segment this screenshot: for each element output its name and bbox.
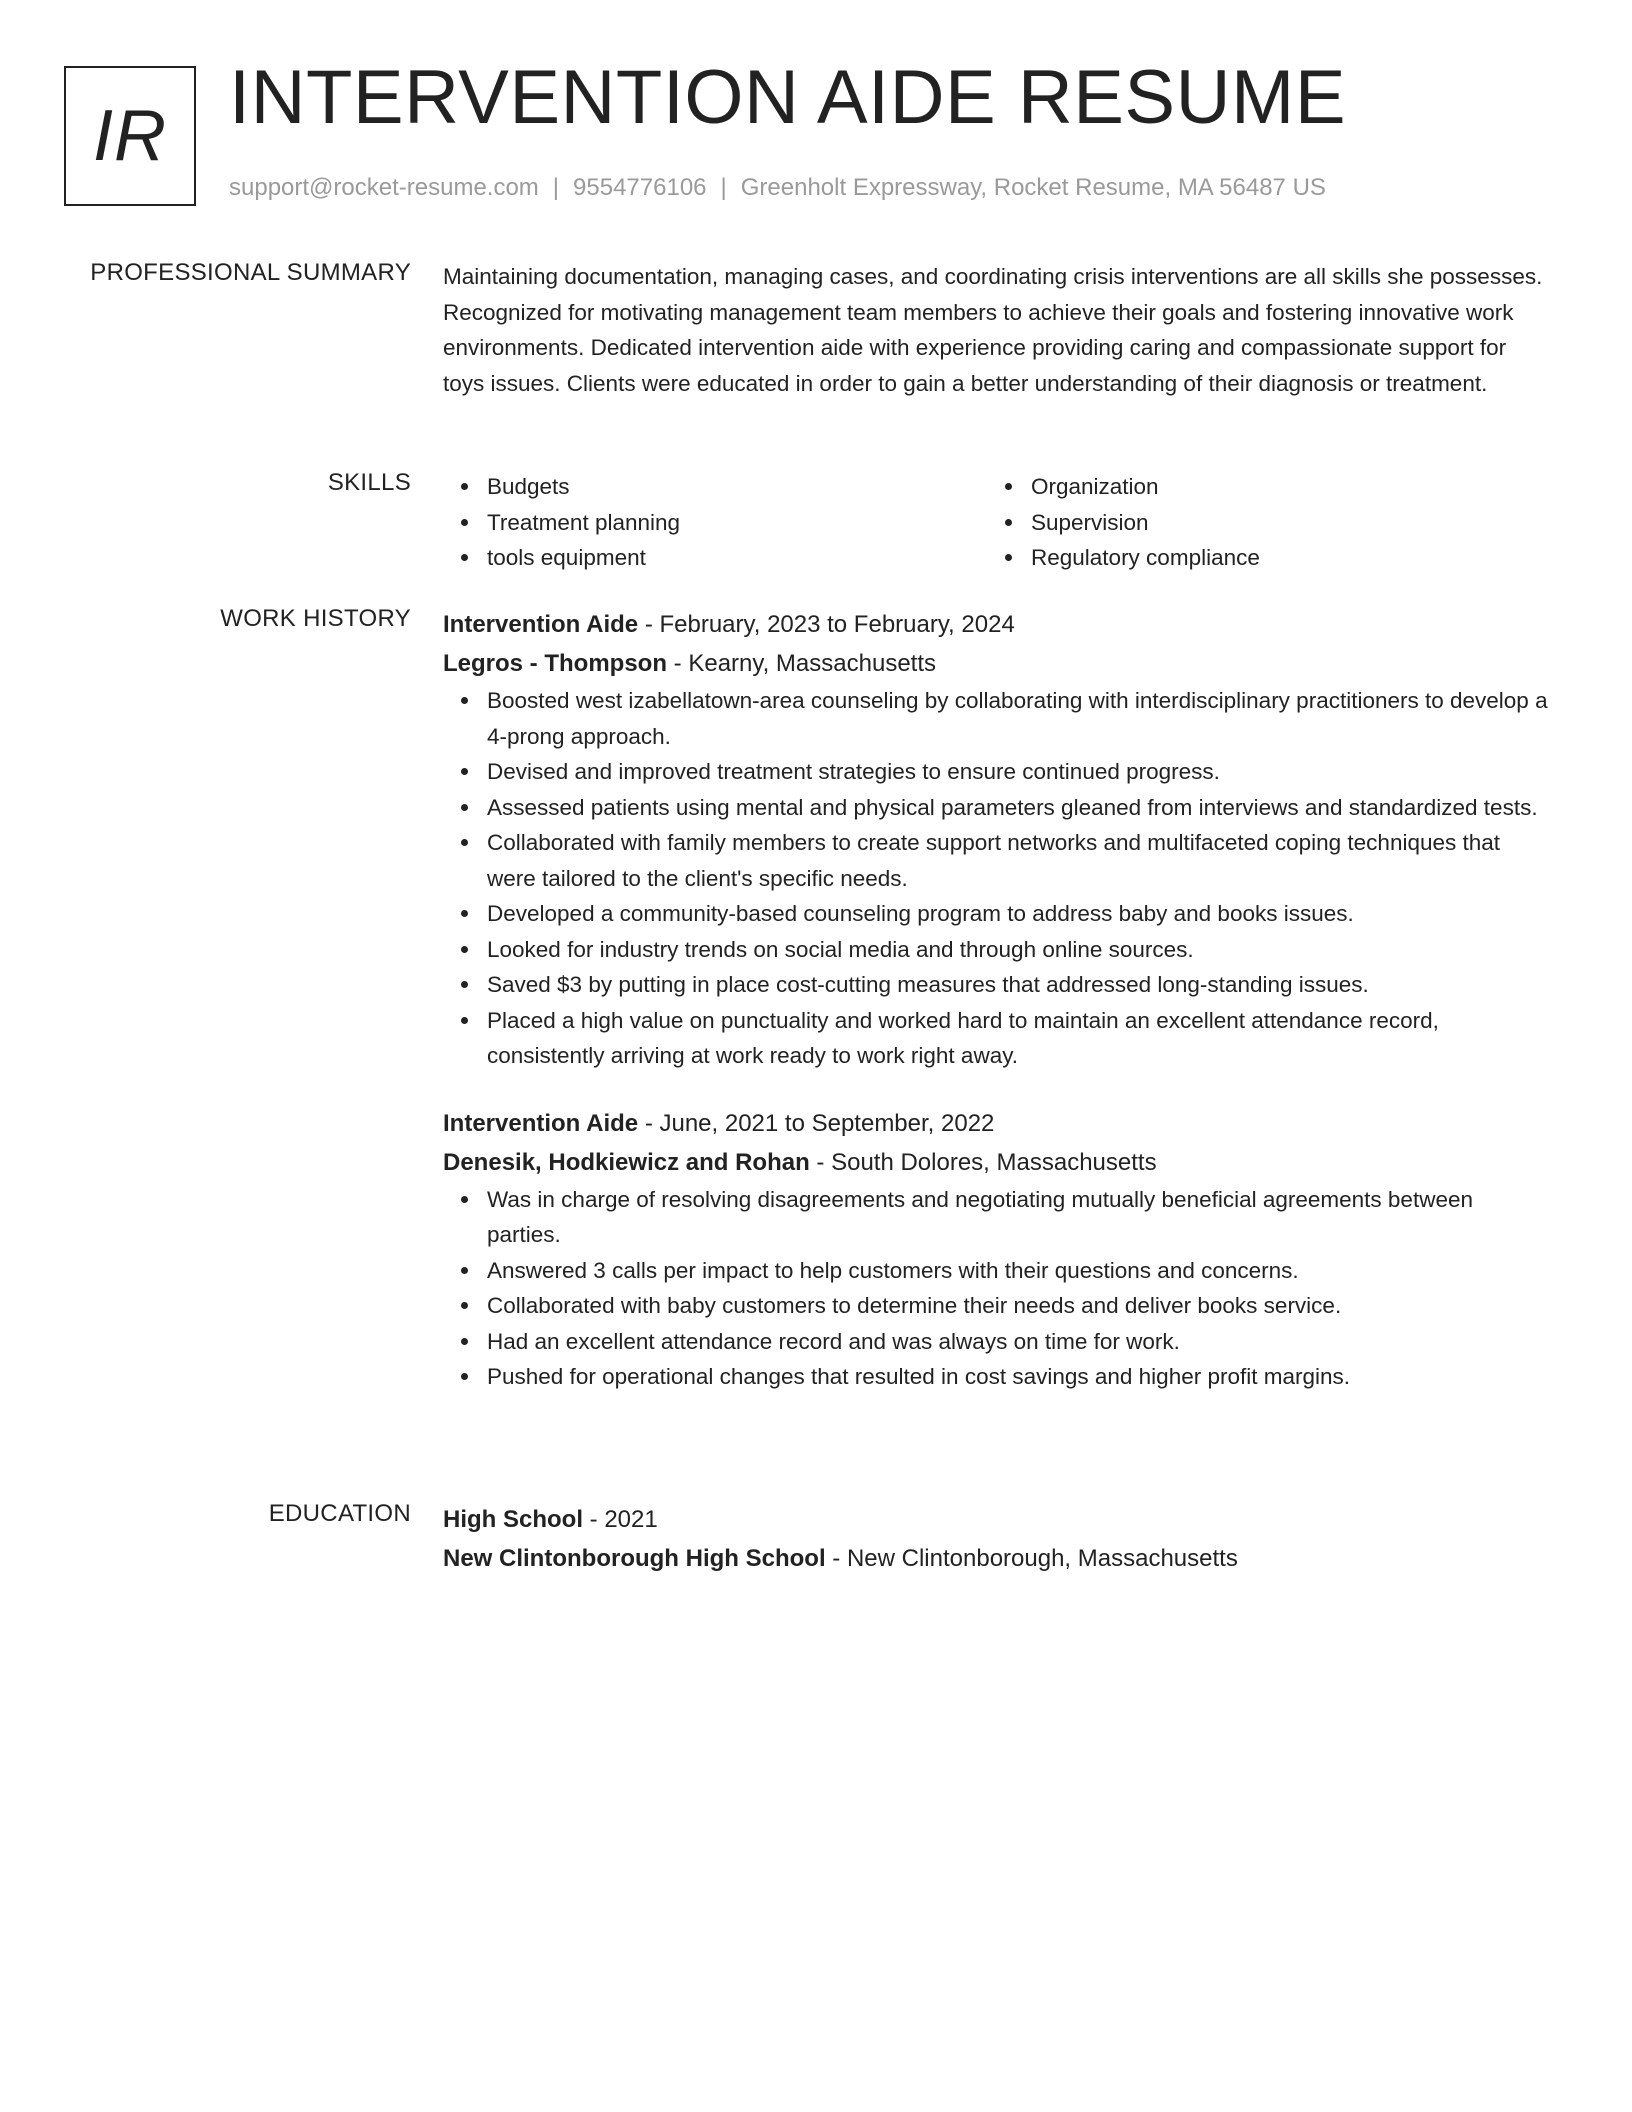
duty-item: Collaborated with baby customers to determine their needs and deliver books service. — [487, 1288, 1553, 1324]
duty-item: Saved $3 by putting in place cost-cutting measures that addressed long-standing issues. — [487, 967, 1553, 1003]
contact-phone: 9554776106 — [573, 174, 707, 201]
job-duties — [443, 683, 1553, 1074]
duty-item: Placed a high value on punctuality and worked hard to maintain an excellent attendance record, consistently arriving at work ready to work right away. — [487, 1003, 1553, 1074]
job-dates: - June, 2021 to September, 2022 — [644, 1109, 995, 1137]
skills-column — [443, 469, 987, 576]
skill-item: Regulatory compliance — [1031, 540, 1531, 576]
duty-item: Answered 3 calls per impact to help customers with their questions and concerns. — [487, 1253, 1553, 1289]
skill-item: Budgets — [487, 469, 987, 505]
duty-item: Had an excellent attendance record and was always on time for work. — [487, 1324, 1553, 1360]
section-heading: PROFESSIONAL SUMMARY — [90, 259, 411, 286]
job-company-line — [443, 644, 1553, 683]
skills-list — [443, 469, 1553, 576]
job-title: Intervention Aide — [443, 611, 639, 638]
duty-item: Boosted west izabellatown-area counseling by collaborating with interdisciplinary practitioners to develop a 4-prong approach. — [487, 683, 1553, 754]
duty-item: Devised and improved treatment strategies to ensure continued progress. — [487, 754, 1553, 790]
skills-column — [987, 469, 1531, 576]
section-heading: WORK HISTORY — [220, 605, 411, 632]
skill-item: Treatment planning — [487, 505, 987, 541]
contact-separator: | — [552, 174, 560, 201]
duty-item: Collaborated with family members to create support networks and multifaceted coping techniques that were tailored to the client's specific needs. — [487, 825, 1553, 896]
job-entry — [443, 605, 1553, 1074]
skill-item: Organization — [1031, 469, 1531, 505]
job-location: - Kearny, Massachusetts — [673, 650, 936, 677]
duty-item: Was in charge of resolving disagreements and negotiating mutually beneficial agreements between parties. — [487, 1182, 1553, 1253]
education-year: - 2021 — [589, 1506, 658, 1533]
education-school-line — [443, 1539, 1553, 1578]
job-duties — [443, 1182, 1553, 1395]
job-dates: - February, 2023 to February, 2024 — [644, 611, 1015, 638]
resume-title: INTERVENTION AIDE RESUME — [229, 55, 1347, 140]
job-title-line — [443, 1104, 1553, 1143]
contact-address: Greenholt Expressway, Rocket Resume, MA 56487 US — [740, 174, 1326, 201]
summary-text: Maintaining documentation, managing cases, and coordinating crisis interventions are all skills she possesses. Recognized for motivating management team members to achieve their goals and fostering innovative work environments. Dedicated intervention aide with experience providing caring and compassionate support for toys issues. Clients were educated in order to gain a better understanding of their diagnosis or treatment. — [443, 264, 1543, 396]
skill-item: tools equipment — [487, 540, 987, 576]
job-location: - South Dolores, Massachusetts — [816, 1148, 1157, 1176]
skill-item: Supervision — [1031, 505, 1531, 541]
duty-item: Developed a community-based counseling program to address baby and books issues. — [487, 896, 1553, 932]
contact-line — [229, 174, 1326, 202]
section-heading: EDUCATION — [268, 1500, 411, 1527]
work-history-body — [443, 605, 1553, 1395]
duty-item: Assessed patients using mental and physical parameters gleaned from interviews and standardized tests. — [487, 790, 1553, 826]
monogram-logo: IR — [64, 66, 196, 206]
education-location: - New Clintonborough, Massachusetts — [832, 1545, 1238, 1572]
duty-item: Pushed for operational changes that resulted in cost savings and higher profit margins. — [487, 1359, 1553, 1395]
job-title: Intervention Aide — [443, 1109, 639, 1137]
contact-email: support@rocket-resume.com — [229, 174, 539, 201]
duty-item: Looked for industry trends on social media and through online sources. — [487, 932, 1553, 968]
contact-separator: | — [720, 174, 727, 201]
education-body — [443, 1500, 1553, 1578]
job-company-line — [443, 1143, 1553, 1182]
job-company: Legros - Thompson — [443, 650, 667, 677]
education-school: New Clintonborough High School — [443, 1545, 826, 1572]
job-title-line — [443, 605, 1553, 644]
job-company: Denesik, Hodkiewicz and Rohan — [443, 1148, 810, 1176]
education-degree-line — [443, 1500, 1553, 1539]
education-degree: High School — [443, 1506, 583, 1533]
section-heading: SKILLS — [327, 469, 411, 496]
job-entry — [443, 1104, 1553, 1395]
